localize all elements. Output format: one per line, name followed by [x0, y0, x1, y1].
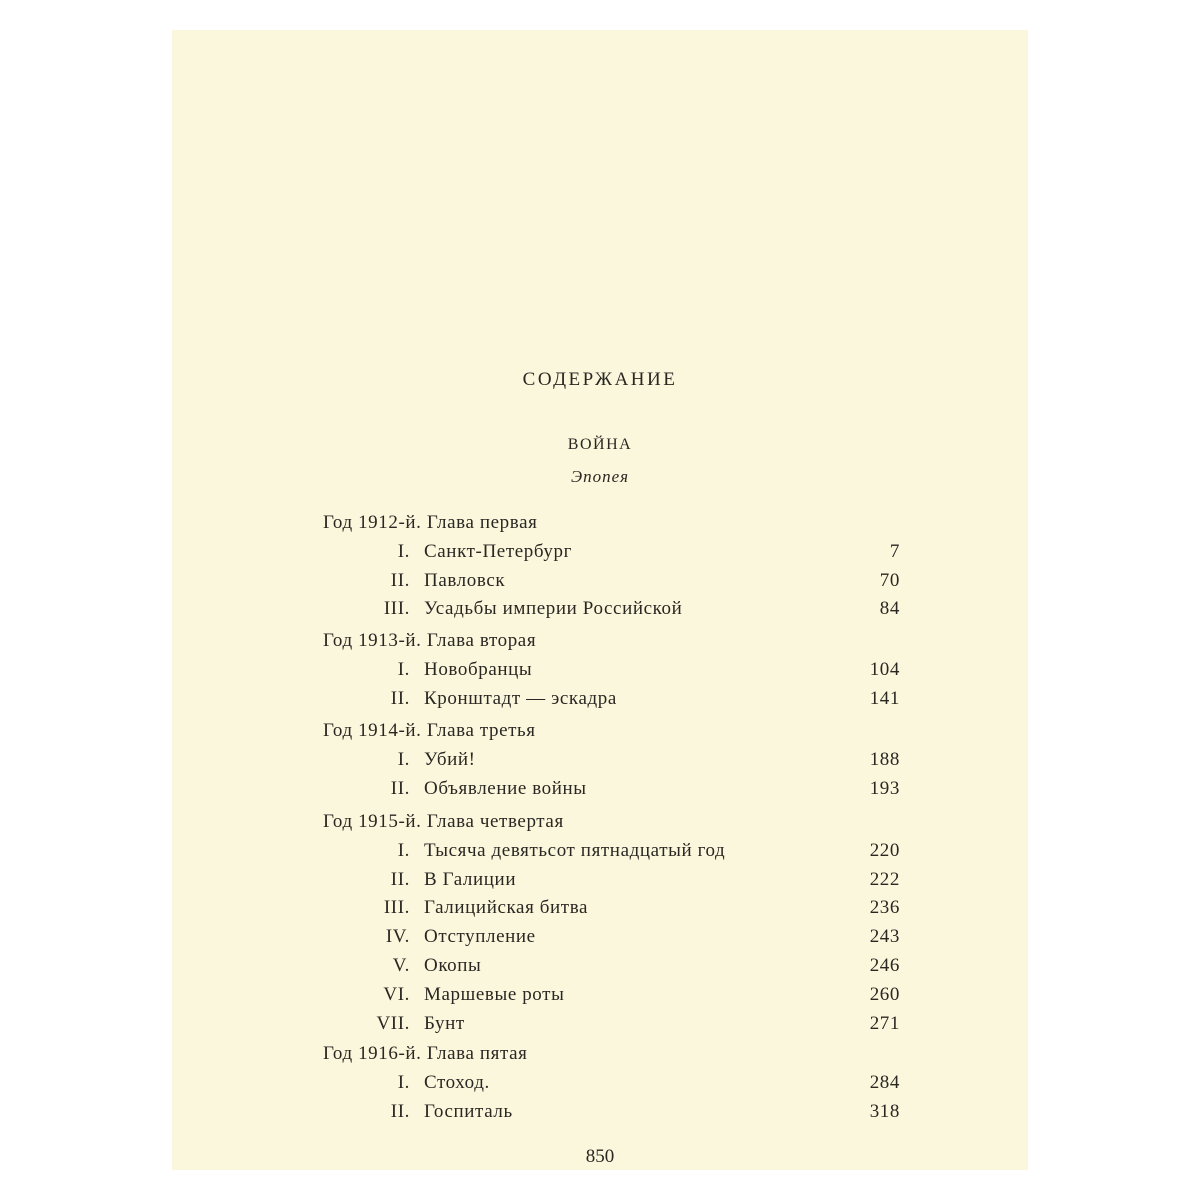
section-numeral: IV. — [385, 926, 410, 948]
section-title: Усадьбы империи Российской — [424, 598, 688, 620]
section-title: Тысяча девятьсот пятнадцатый год — [424, 840, 731, 862]
section-title: Объявление войны — [424, 778, 593, 800]
section-title: Галицийская битва — [424, 897, 594, 919]
section-page-number: 271 — [832, 1013, 900, 1035]
section-numeral: II. — [390, 1100, 410, 1122]
section-page-number: 236 — [832, 897, 900, 919]
chapter-title: Год 1913-й. Глава вторая — [323, 630, 537, 651]
section-page-number: 222 — [832, 869, 900, 891]
section-page-number: 243 — [832, 926, 900, 948]
section-numeral: I. — [397, 748, 410, 770]
section-numeral: I. — [397, 540, 410, 562]
chapter-title: Год 1914-й. Глава третья — [323, 720, 536, 741]
section-title: Окопы — [424, 955, 487, 977]
section-page-number: 220 — [832, 840, 900, 862]
section-page-number: 104 — [832, 659, 900, 681]
chapter-title: Год 1916-й. Глава пятая — [323, 1043, 528, 1064]
section-page-number: 7 — [832, 541, 900, 563]
section-page-number: 260 — [832, 984, 900, 1006]
section-title: Кронштадт — эскадра — [424, 688, 623, 710]
section-title: Убий! — [424, 749, 482, 771]
section-numeral: II. — [390, 569, 410, 591]
section-title: Стоход. — [424, 1072, 496, 1094]
section-page-number: 284 — [832, 1072, 900, 1094]
section-numeral: VI. — [383, 983, 410, 1005]
section-page-number: 141 — [832, 688, 900, 710]
section-numeral: VII. — [376, 1012, 410, 1034]
section-numeral: V. — [392, 955, 410, 976]
section-title: Санкт-Петербург — [424, 541, 578, 563]
section-page-number: 84 — [832, 598, 900, 620]
section-title: Бунт — [424, 1013, 471, 1035]
section-page-number: 70 — [832, 570, 900, 592]
section-numeral: II. — [390, 687, 410, 709]
page-number: 850 — [585, 1146, 615, 1167]
section-numeral: I. — [397, 1071, 410, 1093]
section-numeral: I. — [397, 658, 410, 680]
section-title: Новобранцы — [424, 659, 538, 681]
work-subtitle: Эпопея — [570, 467, 630, 486]
section-title: Отступление — [424, 926, 542, 948]
section-page-number: 188 — [832, 749, 900, 771]
section-numeral: III. — [383, 598, 410, 620]
section-page-number: 246 — [832, 955, 900, 977]
contents-heading: СОДЕРЖАНИЕ — [522, 369, 678, 390]
chapter-title: Год 1912-й. Глава первая — [323, 512, 538, 533]
section-page-number: 193 — [832, 778, 900, 800]
section-title: В Галиции — [424, 869, 522, 891]
chapter-title: Год 1915-й. Глава четвертая — [323, 811, 564, 832]
section-title: Павловск — [424, 570, 511, 592]
section-page-number: 318 — [832, 1101, 900, 1123]
book-page — [172, 30, 1028, 1170]
section-numeral: II. — [390, 777, 410, 799]
section-numeral: I. — [397, 839, 410, 861]
section-title: Госпиталь — [424, 1101, 519, 1123]
section-numeral: II. — [390, 868, 410, 890]
section-numeral: III. — [383, 897, 410, 919]
section-title: Маршевые роты — [424, 984, 570, 1006]
work-title: ВОЙНА — [567, 436, 633, 453]
